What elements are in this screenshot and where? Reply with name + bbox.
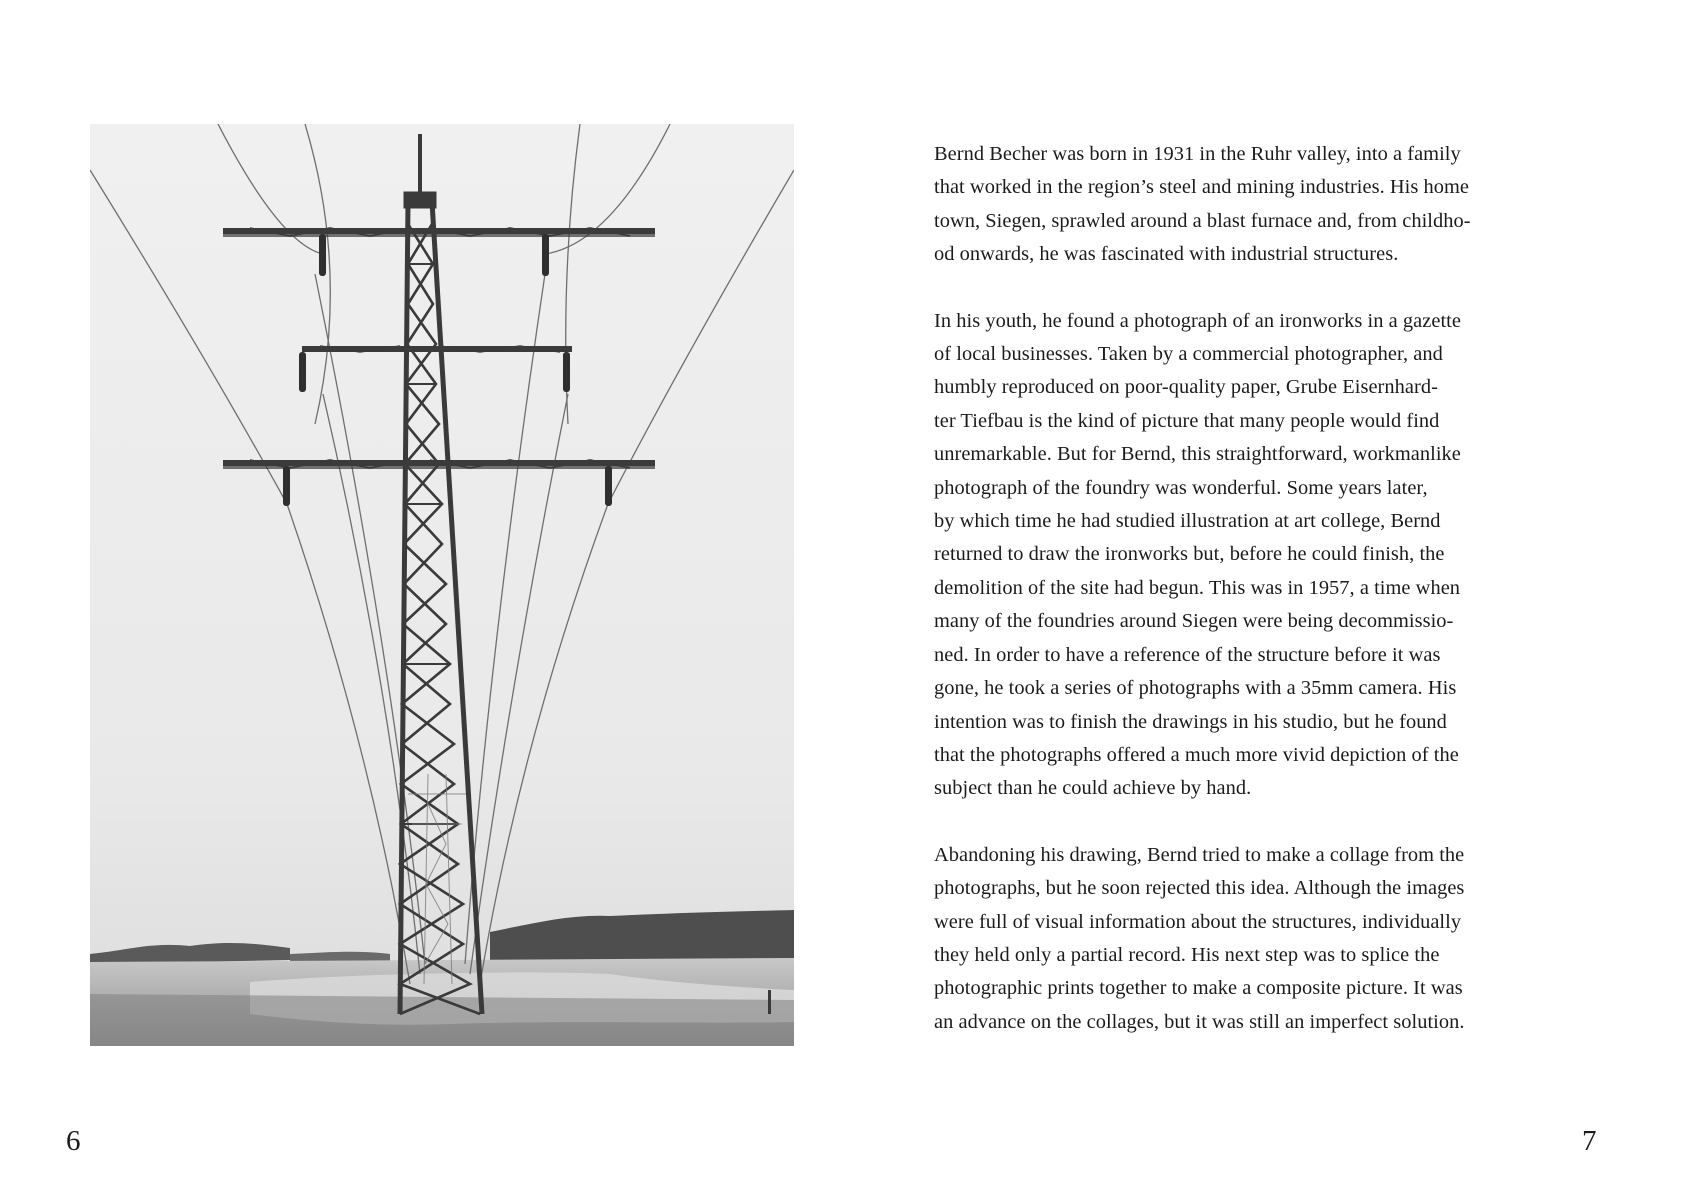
text-line: they held only a partial record. His next step was to splice the [934, 943, 1440, 966]
text-line: by which time he had studied illustration at art college, Bernd [934, 510, 1441, 533]
text-line: gone, he took a series of photographs with a 35mm camera. His [934, 677, 1457, 700]
text-line: ter Tiefbau is the kind of picture that many people would find [934, 409, 1440, 432]
text-line: an advance on the collages, but it was still an imperfect solution. [934, 1010, 1465, 1033]
text-line: unremarkable. But for Bernd, this straightforward, workmanlike [934, 443, 1461, 466]
page-number-right: 7 [1582, 1125, 1597, 1157]
text-line: returned to draw the ironworks but, before he could finish, the [934, 543, 1445, 566]
text-line: that the photographs offered a much more vivid depiction of the [934, 743, 1459, 766]
text-line: photographic prints together to make a composite picture. It was [934, 977, 1463, 1000]
pylon-photograph-illustration [90, 124, 794, 1046]
text-line: demolition of the site had begun. This was in 1957, a time when [934, 576, 1461, 599]
text-line: of local businesses. Taken by a commercial photographer, and [934, 343, 1443, 366]
text-line: Abandoning his drawing, Bernd tried to make a collage from the [934, 843, 1465, 866]
text-line: od onwards, he was fascinated with industrial structures. [934, 243, 1399, 266]
paragraph-2 [934, 305, 1574, 806]
paragraph-3 [934, 839, 1574, 1039]
text-line: In his youth, he found a photograph of an ironworks in a gazette [934, 309, 1461, 332]
text-line: photograph of the foundry was wonderful. Some years later, [934, 476, 1428, 499]
text-line: were full of visual information about the structures, individually [934, 910, 1462, 933]
text-line: Bernd Becher was born in 1931 in the Ruhr valley, into a family [934, 143, 1461, 165]
text-line: ned. In order to have a reference of the structure before it was [934, 643, 1441, 666]
text-line: photographs, but he soon rejected this idea. Although the images [934, 877, 1465, 900]
page-number-left: 6 [66, 1125, 81, 1157]
text-line: intention was to finish the drawings in his studio, but he found [934, 710, 1447, 733]
text-line: town, Siegen, sprawled around a blast furnace and, from childho- [934, 209, 1471, 232]
text-line: subject than he could achieve by hand. [934, 777, 1252, 800]
paragraph-1 [934, 138, 1574, 272]
body-text [934, 138, 1574, 1072]
text-line: many of the foundries around Siegen were being decommissio- [934, 610, 1454, 633]
text-line: humbly reproduced on poor-quality paper, Grube Eisernhard- [934, 376, 1438, 399]
text-line: that worked in the region’s steel and mining industries. His home [934, 176, 1470, 199]
pylon-photograph [90, 124, 794, 1046]
